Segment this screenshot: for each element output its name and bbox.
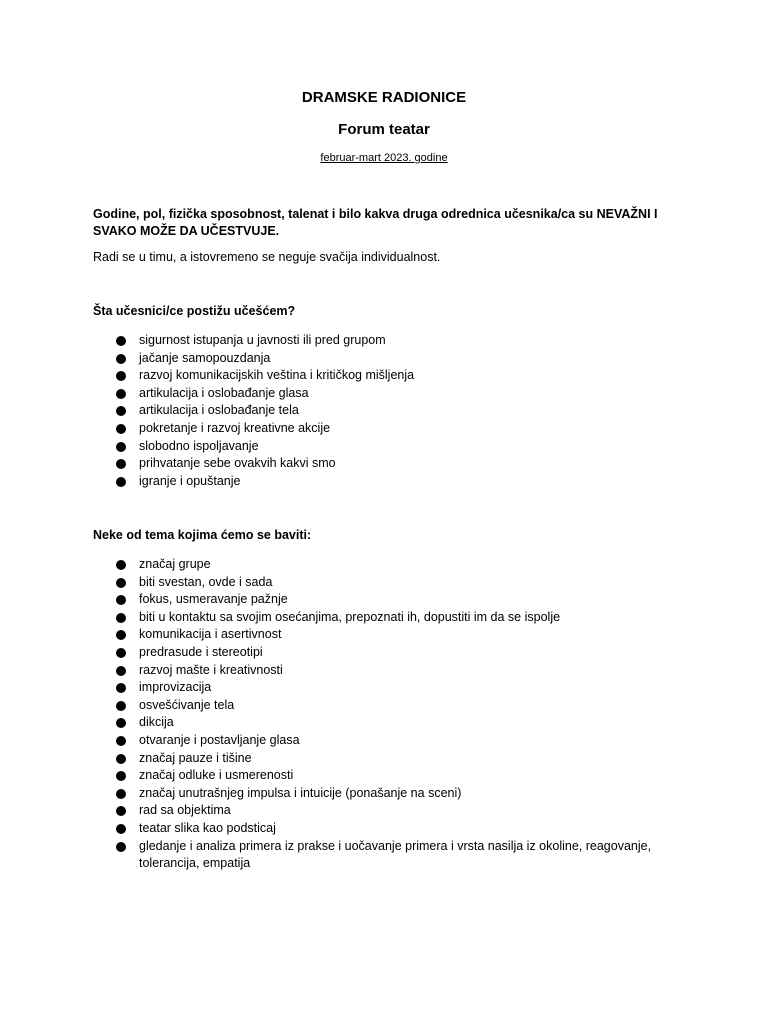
topic-item-text: značaj unutrašnjeg impulsa i intuicije (ponašanje na sceni) xyxy=(139,785,462,800)
benefits-list xyxy=(115,332,675,490)
topic-item-text: improvizacija xyxy=(139,680,212,695)
intro-note: Radi se u timu, a istovremeno se neguje svačija individualnost. xyxy=(93,250,441,264)
topic-item xyxy=(115,785,675,803)
bullet-icon xyxy=(116,578,126,588)
topic-item xyxy=(115,574,675,592)
bullet-icon xyxy=(116,701,126,711)
benefit-item xyxy=(115,473,675,491)
topic-item-text: značaj pauze i tišine xyxy=(139,750,252,765)
benefit-item-text: sigurnost istupanja u javnosti ili pred grupom xyxy=(139,333,386,347)
topics-list xyxy=(115,556,675,873)
benefit-item xyxy=(115,367,675,385)
bullet-icon xyxy=(116,595,126,605)
bullet-icon xyxy=(116,824,126,834)
bullet-icon xyxy=(116,718,126,728)
benefit-item xyxy=(115,438,675,456)
bullet-icon xyxy=(116,789,126,799)
benefit-item-text: razvoj komunikacijskih veština i kritičkog mišljenja xyxy=(139,368,415,383)
benefit-item xyxy=(115,332,675,350)
topic-item-text: rad sa objektima xyxy=(139,803,231,818)
bullet-icon xyxy=(116,442,126,452)
topic-item xyxy=(115,626,675,644)
topic-item-text: biti svestan, ovde i sada xyxy=(139,574,273,589)
bullet-icon xyxy=(116,560,126,570)
topic-item xyxy=(115,732,675,750)
topic-item xyxy=(115,556,675,574)
topic-item-text: značaj grupe xyxy=(139,557,211,571)
document-date: februar-mart 2023. godine xyxy=(320,152,448,164)
benefit-item xyxy=(115,350,675,368)
bullet-icon xyxy=(116,666,126,676)
topic-item-text: fokus, usmeravanje pažnje xyxy=(139,592,288,607)
topic-item xyxy=(115,644,675,662)
topic-item xyxy=(115,767,675,785)
benefit-item-text: artikulacija i oslobađanje tela xyxy=(139,403,299,418)
bullet-icon xyxy=(116,683,126,693)
topic-item xyxy=(115,820,675,838)
benefit-item xyxy=(115,385,675,403)
topic-item xyxy=(115,679,675,697)
topic-item-text: dikcija xyxy=(139,715,174,730)
benefit-item-text: prihvatanje sebe ovakvih kakvi smo xyxy=(139,456,336,471)
bullet-icon xyxy=(116,842,126,852)
topic-item-text: značaj odluke i usmerenosti xyxy=(139,768,294,783)
topic-item-text: gledanje i analiza primera iz prakse i uočavanje primera i vrsta nasilja iz okoline, reagovanje, tolerancija, empatija xyxy=(139,838,652,871)
bullet-icon xyxy=(116,613,126,623)
topic-item xyxy=(115,750,675,768)
bullet-icon xyxy=(116,459,126,469)
topic-item xyxy=(115,714,675,732)
bullet-icon xyxy=(116,477,126,487)
benefit-item-text: jačanje samopouzdanja xyxy=(139,350,271,365)
bullet-icon xyxy=(116,389,126,399)
bullet-icon xyxy=(116,354,126,364)
bullet-icon xyxy=(116,648,126,658)
benefit-item xyxy=(115,455,675,473)
topic-item-text: osvešćivanje tela xyxy=(139,697,235,712)
topic-item-text: otvaranje i postavljanje glasa xyxy=(139,732,300,747)
topic-item xyxy=(115,609,675,627)
topic-item-text: teatar slika kao podsticaj xyxy=(139,820,276,835)
benefit-item xyxy=(115,420,675,438)
section-heading-topics: Neke od tema kojima ćemo se baviti: xyxy=(93,528,312,542)
bullet-icon xyxy=(116,630,126,640)
topic-item-text: biti u kontaktu sa svojim osećanjima, prepoznati ih, dopustiti im da se ispolje xyxy=(139,609,561,624)
bullet-icon xyxy=(116,336,126,346)
topic-item-text: komunikacija i asertivnost xyxy=(139,627,282,642)
benefit-item xyxy=(115,402,675,420)
section-heading-benefits: Šta učesnici/ce postižu učešćem? xyxy=(93,304,296,318)
topic-item-text: predrasude i stereotipi xyxy=(139,644,263,659)
benefit-item-text: slobodno ispoljavanje xyxy=(139,438,259,453)
bullet-icon xyxy=(116,424,126,434)
topic-item xyxy=(115,802,675,820)
bullet-icon xyxy=(116,806,126,816)
bullet-icon xyxy=(116,771,126,781)
topic-item-text: razvoj mašte i kreativnosti xyxy=(139,662,283,677)
topic-item xyxy=(115,591,675,609)
topic-item xyxy=(115,697,675,715)
document-subtitle: Forum teatar xyxy=(338,121,430,138)
bullet-icon xyxy=(116,371,126,381)
benefit-item-text: igranje i opuštanje xyxy=(139,473,241,488)
bullet-icon xyxy=(116,406,126,416)
topic-item xyxy=(115,662,675,680)
bullet-icon xyxy=(116,736,126,746)
topic-item xyxy=(115,838,675,873)
bullet-icon xyxy=(116,754,126,764)
benefit-item-text: pokretanje i razvoj kreativne akcije xyxy=(139,420,331,435)
intro-statement: Godine, pol, fizička sposobnost, talenat i bilo kakva druga odrednica učesnika/ca su NEVAŽNI I SVAKO MOŽE DA UČESTVUJE. xyxy=(93,207,658,238)
document-title: DRAMSKE RADIONICE xyxy=(301,89,467,106)
benefit-item-text: artikulacija i oslobađanje glasa xyxy=(139,385,309,400)
